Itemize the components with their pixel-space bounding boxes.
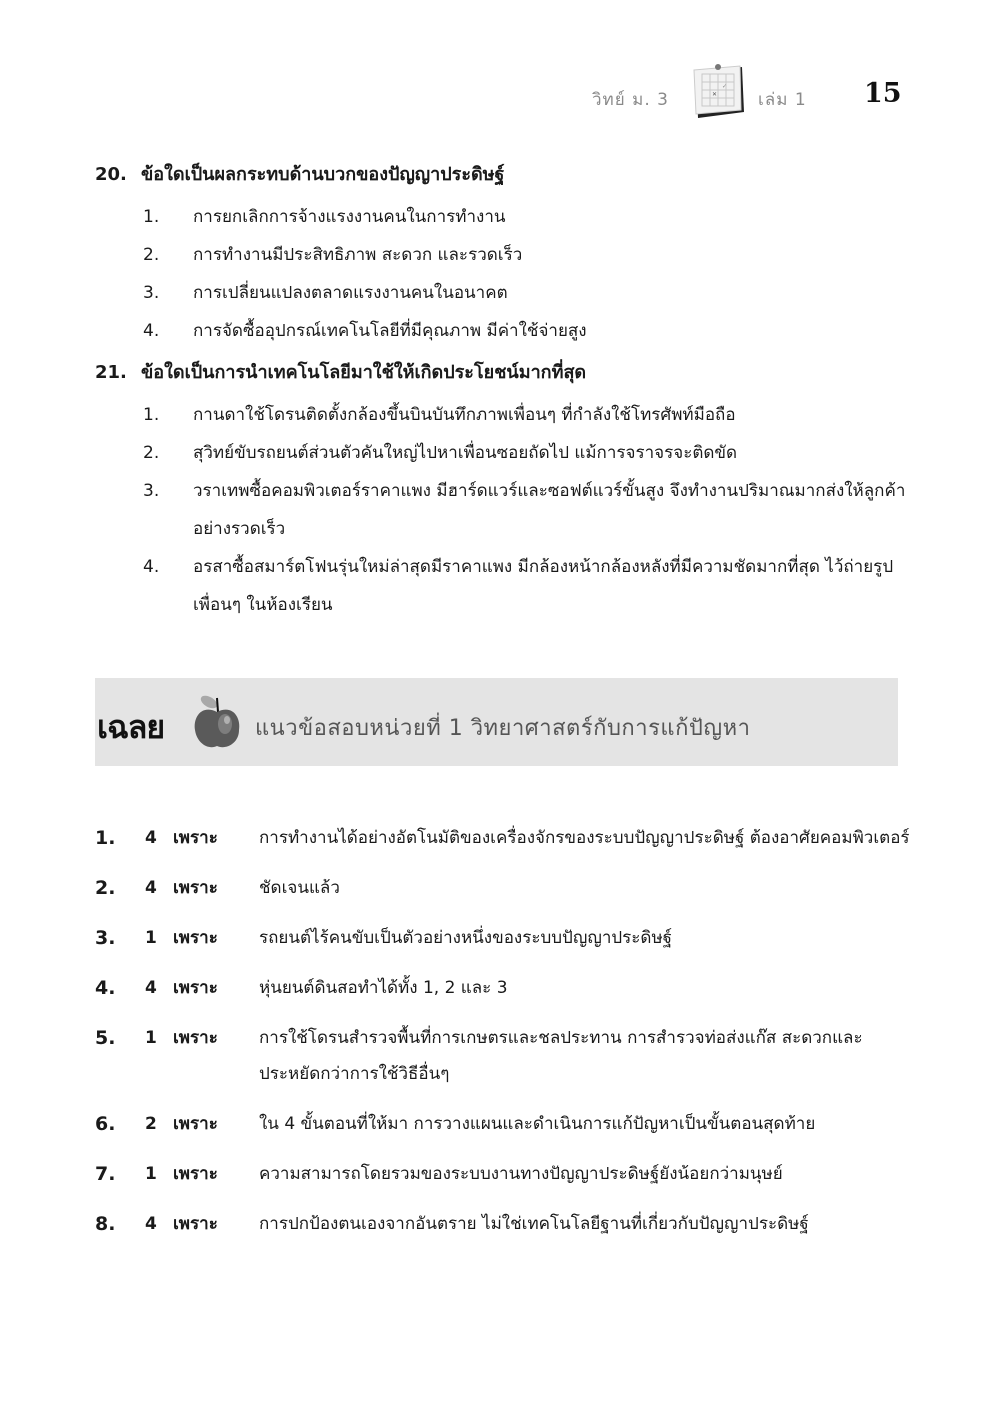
answer-because: เพราะ [173, 1214, 218, 1234]
answer-because: เพราะ [173, 928, 218, 948]
answer-because: เพราะ [173, 1028, 218, 1048]
answer-item [95, 970, 915, 1006]
answer-text: หุ่นยนต์ดินสอทำได้ทั้ง 1, 2 และ 3 [259, 978, 508, 998]
answer-choice: 4 [145, 878, 157, 898]
answer-item [95, 870, 915, 906]
option-item [95, 472, 915, 548]
answer-item [95, 1020, 915, 1092]
option-text: การทำงานมีประสิทธิภาพ สะดวก และรวดเร็ว [193, 245, 523, 265]
answer-item [95, 1156, 915, 1192]
answer-number: 1. [95, 827, 116, 849]
option-number: 3. [143, 481, 160, 501]
answer-text: การปกป้องตนเองจากอันตราย ไม่ใช่เทคโนโลยีฐานที่เกี่ยวกับปัญญาประดิษฐ์ [259, 1214, 809, 1234]
question-title [95, 358, 915, 396]
answer-number: 2. [95, 877, 116, 899]
option-text: กานดาใช้โดรนติดตั้งกล้องขึ้นบินบันทึกภาพเพื่อนๆ ที่กำลังใช้โทรศัพท์มือถือ [193, 405, 736, 425]
answer-text: การทำงานได้อย่างอัตโนมัติของเครื่องจักรของระบบปัญญาประดิษฐ์ ต้องอาศัยคอมพิวเตอร์ [259, 828, 910, 848]
question-21 [95, 358, 915, 624]
option-item [95, 312, 915, 350]
question-text: ข้อใดเป็นการนำเทคโนโลยีมาใช้ให้เกิดประโยชน์มากที่สุด [141, 362, 587, 383]
option-number: 2. [143, 245, 160, 265]
answer-choice: 1 [145, 928, 157, 948]
question-title [95, 160, 915, 198]
option-text: การเปลี่ยนแปลงตลาดแรงงานคนในอนาคต [193, 283, 508, 303]
answer-text: ชัดเจนแล้ว [259, 878, 340, 898]
svg-text:✕: ✕ [712, 91, 718, 98]
option-number: 2. [143, 443, 160, 463]
answer-number: 5. [95, 1027, 116, 1049]
option-text: การยกเลิกการจ้างแรงงานคนในการทำงาน [193, 207, 506, 227]
answer-number: 8. [95, 1213, 116, 1235]
answer-list [95, 820, 915, 1242]
answer-because: เพราะ [173, 828, 218, 848]
option-number: 4. [143, 557, 160, 577]
option-number: 1. [143, 207, 160, 227]
answer-text: การใช้โดรนสำรวจพื้นที่การเกษตรและชลประทาน การสำรวจท่อส่งแก๊ส สะดวกและประหยัดกว่าการใช้วิธีอื่นๆ [259, 1028, 863, 1084]
option-item [95, 274, 915, 312]
answer-choice: 4 [145, 1214, 157, 1234]
apple-icon [191, 690, 243, 750]
option-number: 3. [143, 283, 160, 303]
answer-number: 6. [95, 1113, 116, 1135]
option-item [95, 434, 915, 472]
option-number: 4. [143, 321, 160, 341]
option-text: การจัดซื้ออุปกรณ์เทคโนโลยีที่มีคุณภาพ มีค่าใช้จ่ายสูง [193, 321, 587, 341]
option-text: อรสาซื้อสมาร์ตโฟนรุ่นใหม่ล่าสุดมีราคาแพง มีกล้องหน้ากล้องหลังที่มีความชัดมากที่สุด ไว้ถ่ายรูปเพื่อนๆ ในห้องเรียน [193, 557, 894, 615]
answer-number: 7. [95, 1163, 116, 1185]
question-20 [95, 160, 915, 350]
answer-text: ความสามารถโดยรวมของระบบงานทางปัญญาประดิษฐ์ยังน้อยกว่ามนุษย์ [259, 1164, 783, 1184]
question-number: 21. [95, 362, 127, 383]
option-text: วราเทพซื้อคอมพิวเตอร์ราคาแพง มีฮาร์ดแวร์และซอฟต์แวร์ขั้นสูง จึงทำงานปริมาณมากส่งให้ลูกค้าอย่างรวดเร็ว [193, 481, 906, 539]
answer-because: เพราะ [173, 1114, 218, 1134]
answer-because: เพราะ [173, 978, 218, 998]
answer-item [95, 820, 915, 856]
question-number: 20. [95, 164, 127, 185]
answer-choice: 2 [145, 1114, 157, 1134]
answer-choice: 4 [145, 978, 157, 998]
answer-item [95, 1106, 915, 1142]
option-item [95, 198, 915, 236]
answer-key-title: แนวข้อสอบหน่วยที่ 1 วิทยาศาสตร์กับการแก้ปัญหา [255, 716, 751, 741]
option-item [95, 548, 915, 624]
header-volume: เล่ม 1 [758, 90, 807, 110]
answer-choice: 4 [145, 828, 157, 848]
answer-choice: 1 [145, 1028, 157, 1048]
option-item [95, 236, 915, 274]
answer-choice: 1 [145, 1164, 157, 1184]
option-item [95, 396, 915, 434]
answer-number: 4. [95, 977, 116, 999]
question-text: ข้อใดเป็นผลกระทบด้านบวกของปัญญาประดิษฐ์ [141, 164, 505, 185]
answer-item [95, 920, 915, 956]
answer-key-banner [95, 678, 898, 766]
answer-item [95, 1206, 915, 1242]
answer-key-label: เฉลย [97, 708, 165, 746]
note-grid-icon [690, 64, 746, 122]
header-subject: วิทย์ ม. 3 [592, 90, 669, 110]
answer-text: ใน 4 ขั้นตอนที่ให้มา การวางแผนและดำเนินการแก้ปัญหาเป็นขั้นตอนสุดท้าย [259, 1114, 816, 1134]
option-number: 1. [143, 405, 160, 425]
page-header [580, 72, 910, 136]
svg-text:✓: ✓ [722, 83, 728, 90]
answer-number: 3. [95, 927, 116, 949]
option-text: สุวิทย์ขับรถยนต์ส่วนตัวคันใหญ่ไปหาเพื่อนซอยถัดไป แม้การจราจรจะติดขัด [193, 443, 738, 463]
answer-because: เพราะ [173, 878, 218, 898]
answer-text: รถยนต์ไร้คนขับเป็นตัวอย่างหนึ่งของระบบปัญญาประดิษฐ์ [259, 928, 673, 948]
page-number: 15 [864, 78, 902, 109]
answer-because: เพราะ [173, 1164, 218, 1184]
